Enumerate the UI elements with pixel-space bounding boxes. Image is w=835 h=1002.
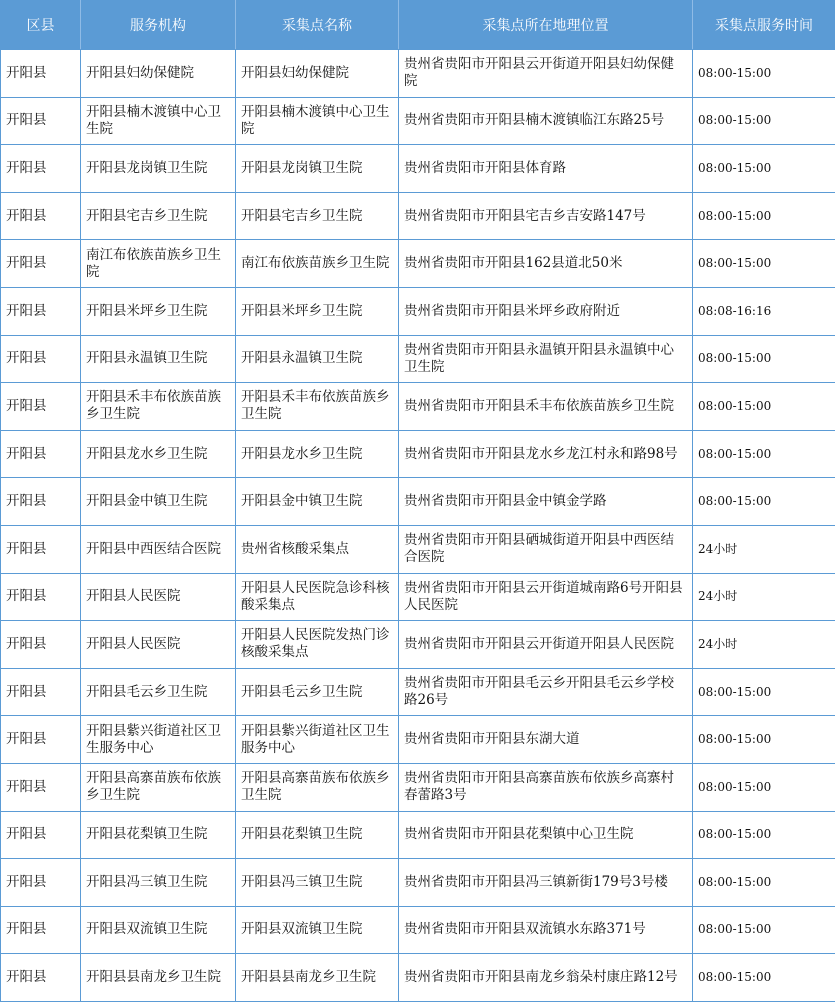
cell-institution: 开阳县米坪乡卫生院 (81, 287, 236, 335)
cell-district: 开阳县 (1, 954, 81, 1002)
cell-district: 开阳县 (1, 145, 81, 193)
cell-service-time: 24小时 (693, 621, 835, 669)
cell-location: 贵州省贵阳市开阳县高寨苗族布依族乡高寨村春蕾路3号 (399, 763, 693, 811)
table-row (1, 906, 835, 954)
cell-site-name: 开阳县县南龙乡卫生院 (236, 954, 399, 1002)
cell-service-time: 24小时 (693, 525, 835, 573)
cell-location: 贵州省贵阳市开阳县米坪乡政府附近 (399, 287, 693, 335)
table-row (1, 525, 835, 573)
header-location: 采集点所在地理位置 (399, 1, 693, 50)
cell-district: 开阳县 (1, 668, 81, 716)
cell-site-name: 开阳县紫兴街道社区卫生服务中心 (236, 716, 399, 764)
cell-institution: 开阳县人民医院 (81, 621, 236, 669)
cell-location: 贵州省贵阳市开阳县东湖大道 (399, 716, 693, 764)
cell-district: 开阳县 (1, 287, 81, 335)
cell-institution: 开阳县金中镇卫生院 (81, 478, 236, 526)
cell-site-name: 开阳县毛云乡卫生院 (236, 668, 399, 716)
cell-location: 贵州省贵阳市开阳县南龙乡翁朵村康庄路12号 (399, 954, 693, 1002)
cell-service-time: 08:08-16:16 (693, 287, 835, 335)
cell-site-name: 开阳县双流镇卫生院 (236, 906, 399, 954)
cell-institution: 开阳县冯三镇卫生院 (81, 859, 236, 907)
cell-service-time: 08:00-15:00 (693, 240, 835, 288)
cell-site-name: 贵州省核酸采集点 (236, 525, 399, 573)
cell-site-name: 开阳县妇幼保健院 (236, 50, 399, 98)
cell-institution: 开阳县龙岗镇卫生院 (81, 145, 236, 193)
cell-district: 开阳县 (1, 97, 81, 145)
cell-institution: 开阳县人民医院 (81, 573, 236, 621)
cell-site-name: 开阳县楠木渡镇中心卫生院 (236, 97, 399, 145)
cell-institution: 开阳县双流镇卫生院 (81, 906, 236, 954)
table-row (1, 668, 835, 716)
table-row (1, 383, 835, 431)
cell-institution: 开阳县永温镇卫生院 (81, 335, 236, 383)
cell-location: 贵州省贵阳市开阳县冯三镇新街179号3号楼 (399, 859, 693, 907)
cell-institution: 开阳县毛云乡卫生院 (81, 668, 236, 716)
table-header (1, 1, 835, 50)
cell-service-time: 08:00-15:00 (693, 668, 835, 716)
cell-institution: 开阳县县南龙乡卫生院 (81, 954, 236, 1002)
cell-location: 贵州省贵阳市开阳县宅吉乡吉安路147号 (399, 192, 693, 240)
cell-site-name: 开阳县高寨苗族布依族乡卫生院 (236, 763, 399, 811)
cell-service-time: 08:00-15:00 (693, 192, 835, 240)
cell-district: 开阳县 (1, 811, 81, 859)
cell-location: 贵州省贵阳市开阳县硒城街道开阳县中西医结合医院 (399, 525, 693, 573)
cell-institution: 开阳县中西医结合医院 (81, 525, 236, 573)
cell-site-name: 开阳县冯三镇卫生院 (236, 859, 399, 907)
cell-district: 开阳县 (1, 859, 81, 907)
cell-site-name: 开阳县人民医院急诊科核酸采集点 (236, 573, 399, 621)
cell-district: 开阳县 (1, 763, 81, 811)
table-row (1, 145, 835, 193)
cell-location: 贵州省贵阳市开阳县花梨镇中心卫生院 (399, 811, 693, 859)
table-row (1, 954, 835, 1002)
cell-service-time: 08:00-15:00 (693, 716, 835, 764)
header-site-name: 采集点名称 (236, 1, 399, 50)
cell-service-time: 08:00-15:00 (693, 335, 835, 383)
table-row (1, 478, 835, 526)
table-row (1, 192, 835, 240)
cell-site-name: 开阳县花梨镇卫生院 (236, 811, 399, 859)
cell-service-time: 24小时 (693, 573, 835, 621)
cell-service-time: 08:00-15:00 (693, 430, 835, 478)
table-row (1, 811, 835, 859)
cell-location: 贵州省贵阳市开阳县楠木渡镇临江东路25号 (399, 97, 693, 145)
table-row (1, 716, 835, 764)
cell-institution: 开阳县楠木渡镇中心卫生院 (81, 97, 236, 145)
cell-district: 开阳县 (1, 621, 81, 669)
cell-site-name: 开阳县宅吉乡卫生院 (236, 192, 399, 240)
table-row (1, 240, 835, 288)
cell-location: 贵州省贵阳市开阳县龙水乡龙江村永和路98号 (399, 430, 693, 478)
cell-site-name: 南江布依族苗族乡卫生院 (236, 240, 399, 288)
table-row (1, 859, 835, 907)
table-row (1, 50, 835, 98)
cell-district: 开阳县 (1, 430, 81, 478)
cell-service-time: 08:00-15:00 (693, 859, 835, 907)
cell-site-name: 开阳县龙岗镇卫生院 (236, 145, 399, 193)
cell-institution: 开阳县禾丰布依族苗族乡卫生院 (81, 383, 236, 431)
cell-service-time: 08:00-15:00 (693, 383, 835, 431)
cell-location: 贵州省贵阳市开阳县体育路 (399, 145, 693, 193)
cell-institution: 开阳县宅吉乡卫生院 (81, 192, 236, 240)
cell-institution: 开阳县花梨镇卫生院 (81, 811, 236, 859)
cell-service-time: 08:00-15:00 (693, 478, 835, 526)
cell-institution: 开阳县紫兴街道社区卫生服务中心 (81, 716, 236, 764)
cell-district: 开阳县 (1, 525, 81, 573)
table-row (1, 97, 835, 145)
cell-district: 开阳县 (1, 906, 81, 954)
cell-service-time: 08:00-15:00 (693, 763, 835, 811)
table-row (1, 763, 835, 811)
cell-district: 开阳县 (1, 716, 81, 764)
header-service-time: 采集点服务时间 (693, 1, 835, 50)
cell-location: 贵州省贵阳市开阳县金中镇金学路 (399, 478, 693, 526)
cell-site-name: 开阳县龙水乡卫生院 (236, 430, 399, 478)
cell-institution: 开阳县妇幼保健院 (81, 50, 236, 98)
cell-location: 贵州省贵阳市开阳县禾丰布依族苗族乡卫生院 (399, 383, 693, 431)
table-row (1, 335, 835, 383)
cell-institution: 开阳县龙水乡卫生院 (81, 430, 236, 478)
cell-location: 贵州省贵阳市开阳县云开街道开阳县妇幼保健院 (399, 50, 693, 98)
header-row (1, 1, 835, 50)
cell-location: 贵州省贵阳市开阳县永温镇开阳县永温镇中心卫生院 (399, 335, 693, 383)
cell-service-time: 08:00-15:00 (693, 811, 835, 859)
cell-location: 贵州省贵阳市开阳县云开街道开阳县人民医院 (399, 621, 693, 669)
cell-service-time: 08:00-15:00 (693, 145, 835, 193)
table-row (1, 430, 835, 478)
cell-site-name: 开阳县金中镇卫生院 (236, 478, 399, 526)
cell-site-name: 开阳县人民医院发热门诊核酸采集点 (236, 621, 399, 669)
cell-district: 开阳县 (1, 240, 81, 288)
cell-service-time: 08:00-15:00 (693, 97, 835, 145)
cell-location: 贵州省贵阳市开阳县毛云乡开阳县毛云乡学校路26号 (399, 668, 693, 716)
cell-district: 开阳县 (1, 383, 81, 431)
table-row (1, 621, 835, 669)
cell-district: 开阳县 (1, 192, 81, 240)
cell-district: 开阳县 (1, 478, 81, 526)
cell-district: 开阳县 (1, 335, 81, 383)
cell-district: 开阳县 (1, 50, 81, 98)
cell-district: 开阳县 (1, 573, 81, 621)
table-row (1, 573, 835, 621)
cell-service-time: 08:00-15:00 (693, 906, 835, 954)
cell-location: 贵州省贵阳市开阳县双流镇水东路371号 (399, 906, 693, 954)
table-body (1, 50, 835, 1002)
header-institution: 服务机构 (81, 1, 236, 50)
cell-site-name: 开阳县禾丰布依族苗族乡卫生院 (236, 383, 399, 431)
cell-service-time: 08:00-15:00 (693, 954, 835, 1002)
cell-location: 贵州省贵阳市开阳县云开街道城南路6号开阳县人民医院 (399, 573, 693, 621)
cell-site-name: 开阳县米坪乡卫生院 (236, 287, 399, 335)
cell-service-time: 08:00-15:00 (693, 50, 835, 98)
header-district: 区县 (1, 1, 81, 50)
cell-site-name: 开阳县永温镇卫生院 (236, 335, 399, 383)
table-row (1, 287, 835, 335)
cell-institution: 开阳县高寨苗族布依族乡卫生院 (81, 763, 236, 811)
cell-location: 贵州省贵阳市开阳县162县道北50米 (399, 240, 693, 288)
cell-institution: 南江布依族苗族乡卫生院 (81, 240, 236, 288)
